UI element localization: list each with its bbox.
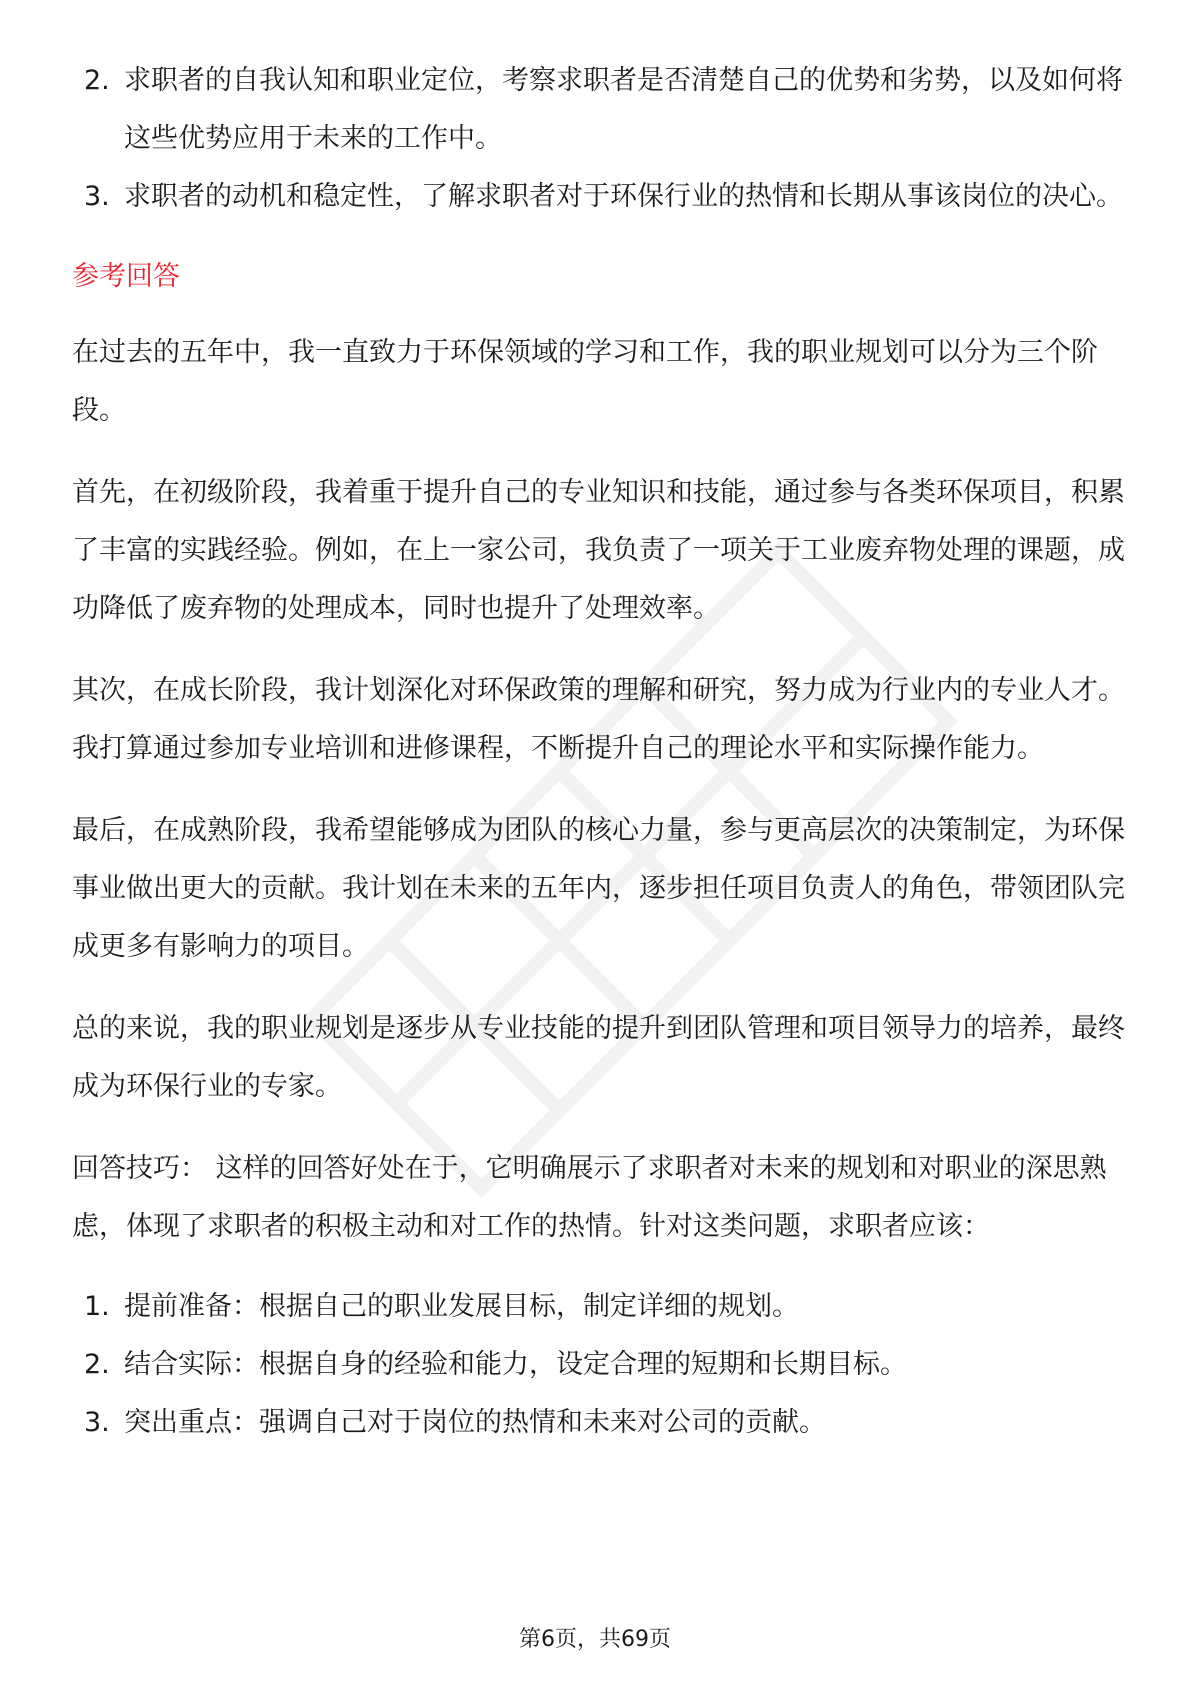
list-item [72,1394,1132,1452]
answer-paragraph: 总的来说，我的职业规划是逐步从专业技能的提升到团队管理和项目领导力的培养，最终成为环保行业的专家。 [72,1013,1125,1102]
list-item [72,52,1132,168]
list-text: 求职者的动机和稳定性，了解求职者对于环保行业的热情和长期从事该岗位的决心。 [124,181,1123,212]
list-item [72,168,1132,226]
page-content [72,52,1132,1452]
answer-paragraph: 最后，在成熟阶段，我希望能够成为团队的核心力量，参与更高层次的决策制定，为环保事业做出更大的贡献。我计划在未来的五年内，逐步担任项目负责人的角色，带领团队完成更多有影响力的项目。 [72,815,1125,962]
list-text: 突出重点：强调自己对于岗位的热情和未来对公司的贡献。 [124,1407,826,1438]
list-item [72,1336,1132,1394]
list-text: 提前准备：根据自己的职业发展目标，制定详细的规划。 [124,1291,799,1322]
list-number: 3. [84,1407,110,1438]
answer-paragraph: 其次，在成长阶段，我计划深化对环保政策的理解和研究，努力成为行业内的专业人才。我打算通过参加专业培训和进修课程，不断提升自己的理论水平和实际操作能力。 [72,675,1125,764]
list-text: 求职者的自我认知和职业定位，考察求职者是否清楚自己的优势和劣势，以及如何将这些优势应用于未来的工作中。 [124,65,1123,154]
list-number: 2. [84,65,110,96]
list-text: 结合实际：根据自身的经验和能力，设定合理的短期和长期目标。 [124,1349,907,1380]
page-number-footer: 第6页，共69页 [519,1627,671,1652]
list-number: 2. [84,1349,110,1380]
answer-heading: 参考回答 [72,261,180,292]
answer-paragraph: 首先，在初级阶段，我着重于提升自己的专业知识和技能，通过参与各类环保项目，积累了丰富的实践经验。例如，在上一家公司，我负责了一项关于工业废弃物处理的课题，成功降低了废弃物的处理成本，同时也提升了处理效率。 [72,477,1125,624]
answer-paragraph: 在过去的五年中，我一直致力于环保领域的学习和工作，我的职业规划可以分为三个阶段。 [72,337,1098,426]
tips-paragraph: 回答技巧： 这样的回答好处在于，它明确展示了求职者对未来的规划和对职业的深思熟虑，体现了求职者的积极主动和对工作的热情。针对这类问题，求职者应该： [72,1153,1107,1242]
list-number: 1. [84,1291,110,1322]
list-item [72,1278,1132,1336]
list-number: 3. [84,181,110,212]
question-points-list [72,52,1132,226]
tips-list [72,1278,1132,1452]
